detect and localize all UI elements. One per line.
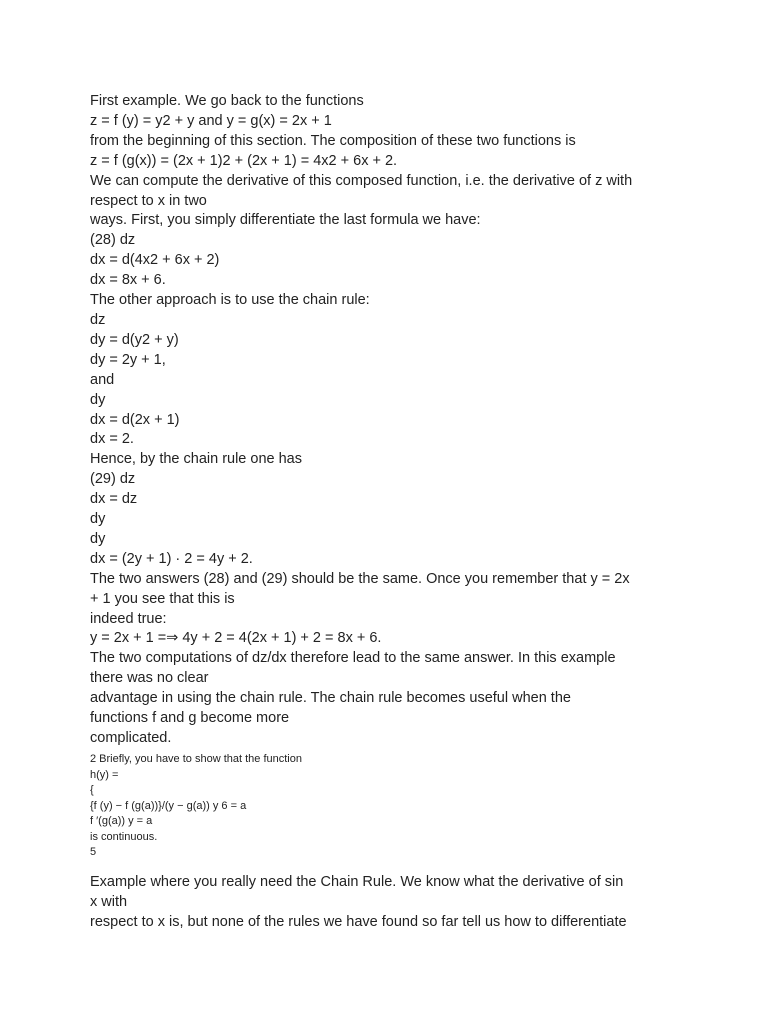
text-line: dx = d(2x + 1) [90, 411, 180, 428]
main-text [90, 92, 690, 749]
next-section-text [90, 873, 690, 933]
text-line: + 1 you see that this is [90, 590, 235, 607]
text-line: dx = d(4x2 + 6x + 2) [90, 252, 220, 269]
text-line: from the beginning of this section. The composition of these two functions is [90, 132, 576, 149]
footnote-line: h(y) = [90, 768, 119, 781]
footnote-line: is continuous. [90, 830, 158, 843]
text-line: The two computations of dz/dx therefore lead to the same answer. In this example [90, 650, 616, 667]
text-line: We can compute the derivative of this composed function, i.e. the derivative of z with [90, 172, 633, 189]
text-line: dz [90, 311, 106, 328]
text-line: respect to x is, but none of the rules we have found so far tell us how to differentiate [90, 913, 627, 930]
text-line: dy = d(y2 + y) [90, 331, 179, 348]
text-line: indeed true: [90, 610, 167, 627]
text-line: dy [90, 391, 106, 408]
text-line: (28) dz [90, 232, 136, 249]
text-line: dx = dz [90, 491, 138, 508]
text-line: complicated. [90, 730, 172, 746]
text-line: dy = 2y + 1, [90, 351, 166, 368]
footnote [90, 752, 690, 861]
text-line: Hence, by the chain rule one has [90, 451, 302, 468]
text-line: advantage in using the chain rule. The chain rule becomes useful when the [90, 690, 571, 707]
text-line: y = 2x + 1 =⇒ 4y + 2 = 4(2x + 1) + 2 = 8x + 6. [90, 630, 382, 647]
text-line: and [90, 371, 115, 388]
text-line: z = f (g(x)) = (2x + 1)2 + (2x + 1) = 4x2 + 6x + 2. [90, 152, 398, 169]
text-line: dx = 8x + 6. [90, 272, 166, 289]
document-page [90, 92, 690, 933]
footnote-line: {f (y) − f (g(a))}/(y − g(a)) y 6 = a [90, 799, 247, 812]
page-number: 5 [90, 846, 97, 859]
footnote-line: f ′(g(a)) y = a [90, 815, 153, 828]
text-line: x with [90, 893, 128, 910]
text-line: there was no clear [90, 670, 209, 687]
text-line: (29) dz [90, 471, 136, 488]
text-line: Example where you really need the Chain Rule. We know what the derivative of sin [90, 874, 624, 891]
spacer [90, 861, 690, 873]
footnote-line: 2 Briefly, you have to show that the function [90, 752, 302, 765]
text-line: ways. First, you simply differentiate the last formula we have: [90, 212, 481, 229]
text-line: First example. We go back to the functions [90, 93, 364, 109]
text-line: respect to x in two [90, 192, 207, 209]
text-line: dx = 2. [90, 431, 134, 448]
text-line: z = f (y) = y2 + y and y = g(x) = 2x + 1 [90, 112, 332, 129]
text-line: dy [90, 530, 106, 547]
text-line: functions f and g become more [90, 710, 290, 727]
text-line: dy [90, 511, 106, 528]
text-line: The two answers (28) and (29) should be the same. Once you remember that y = 2x [90, 570, 630, 587]
footnote-line: { [90, 784, 94, 797]
text-line: dx = (2y + 1) · 2 = 4y + 2. [90, 550, 253, 567]
text-line: The other approach is to use the chain rule: [90, 292, 370, 309]
